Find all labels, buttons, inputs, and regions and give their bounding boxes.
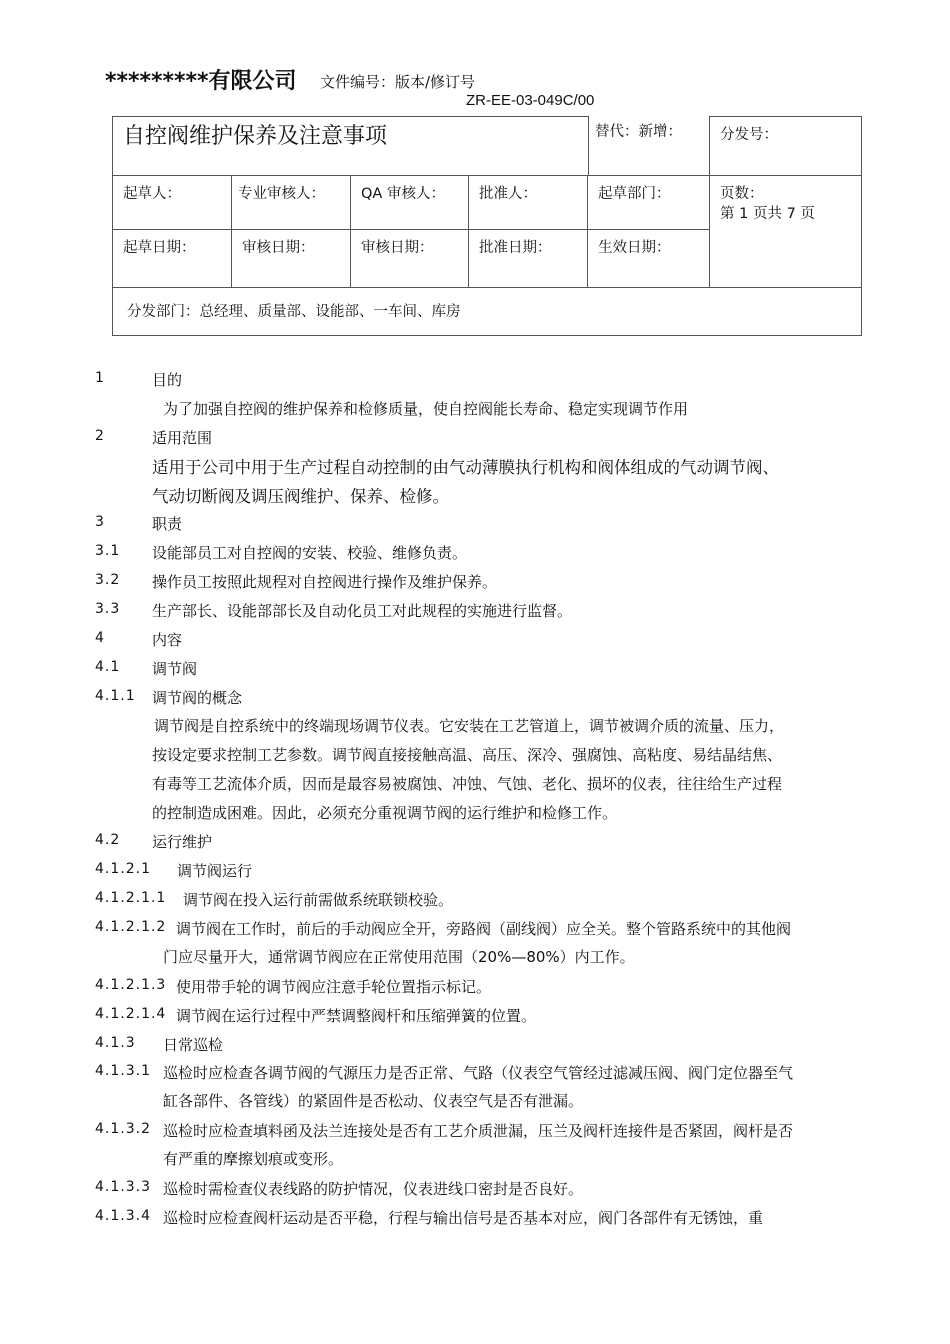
section-heading: 调节阀	[152, 660, 198, 678]
approver-cell	[469, 176, 588, 230]
paragraph-line: 巡检时应检查各调节阀的气源压力是否正常、气路（仪表空气管经过滤减压阀、阀门定位器至气	[163, 1064, 794, 1082]
pages-label: 页数：	[720, 186, 764, 202]
approve-date-cell	[469, 230, 588, 288]
paragraph-line: 门应尽量开大，通常调节阀应在正常使用范围（20%—80%）内工作。	[163, 948, 635, 966]
section-number: 4.2	[95, 832, 121, 848]
section-number: 4.1.2.1	[95, 861, 151, 877]
paragraph-line: 气动切断阀及调压阀维护、保养、检修。	[152, 487, 449, 506]
distribution-number-label: 分发号：	[720, 127, 779, 143]
paragraph-line: 有严重的摩擦划痕或变形。	[163, 1150, 344, 1168]
draft-department-label: 起草部门：	[598, 186, 671, 202]
document-number: ZR-EE-03-049C/00	[466, 92, 595, 109]
paragraph-line: 设能部员工对自控阀的安装、校验、维修负责。	[152, 544, 468, 562]
approve-date-label: 批准日期：	[479, 240, 552, 256]
effective-date-cell	[588, 230, 710, 288]
qa-reviewer-cell	[351, 176, 469, 230]
approver-label: 批准人：	[479, 186, 537, 202]
section-heading: 运行维护	[152, 833, 213, 851]
paragraph-line: 操作员工按照此规程对自控阀进行操作及维护保养。	[152, 573, 498, 591]
section-number: 4.1.1	[95, 688, 136, 704]
professional-reviewer-cell	[232, 176, 351, 230]
paragraph-line: 调节阀在工作时，前后的手动阀应全开，旁路阀（副线阀）应全关。整个管路系统中的其他阀	[176, 920, 792, 938]
file-info-label: 文件编号：版本/修订号	[320, 73, 476, 91]
section-heading: 适用范围	[152, 429, 213, 447]
replace-cell	[588, 116, 709, 175]
replace-label: 替代：新增：	[595, 124, 682, 140]
section-number: 2	[95, 428, 105, 444]
section-number: 3.3	[95, 601, 121, 617]
effective-date-label: 生效日期：	[598, 240, 671, 256]
review-date-label-2: 审核日期：	[361, 240, 434, 256]
paragraph-line: 的控制造成困难。因此，必须充分重视调节阀的运行维护和检修工作。	[152, 804, 618, 822]
paragraph-line: 缸各部件、各管线）的紧固件是否松动、仪表空气是否有泄漏。	[163, 1092, 584, 1110]
section-heading: 内容	[152, 631, 183, 649]
section-number: 4.1.2.1.3	[95, 977, 167, 993]
draft-date-cell	[113, 230, 232, 288]
drafter-label: 起草人：	[123, 186, 181, 202]
document-header-table	[112, 116, 862, 336]
section-heading: 目的	[152, 371, 183, 389]
section-number: 4.1.3	[95, 1035, 136, 1051]
section-number: 4.1.2.1.2	[95, 919, 167, 935]
paragraph-line: 使用带手轮的调节阀应注意手轮位置指示标记。	[176, 978, 492, 996]
section-number: 4.1.2.1.4	[95, 1006, 167, 1022]
section-number: 4.1.3.4	[95, 1208, 151, 1224]
pages-cell	[710, 176, 862, 288]
section-number: 4.1.2.1.1	[95, 890, 167, 906]
section-number: 4	[95, 630, 105, 646]
section-heading: 日常巡检	[163, 1036, 224, 1054]
section-number: 4.1.3.3	[95, 1179, 151, 1195]
paragraph-line: 适用于公司中用于生产过程自动控制的由气动薄膜执行机构和阀体组成的气动调节阀、	[152, 458, 779, 477]
section-heading: 调节阀的概念	[152, 689, 243, 707]
section-heading: 职责	[152, 515, 183, 533]
review-date-cell-1	[232, 230, 351, 288]
section-number: 3.2	[95, 572, 121, 588]
section-number: 4.1.3.1	[95, 1063, 151, 1079]
professional-reviewer-label: 专业审核人：	[238, 186, 325, 202]
paragraph-line: 巡检时需检查仪表线路的防护情况，仪表进线口密封是否良好。	[163, 1180, 584, 1198]
paragraph-line: 调节阀在运行过程中严禁调整阀杆和压缩弹簧的位置。	[176, 1007, 537, 1025]
section-number: 3	[95, 514, 105, 530]
paragraph-line: 巡检时应检查填料函及法兰连接处是否有工艺介质泄漏，压兰及阀杆连接件是否紧固，阀杆是否	[163, 1122, 794, 1140]
document-title: 自控阀维护保养及注意事项	[123, 124, 388, 149]
section-heading: 调节阀运行	[177, 862, 253, 880]
section-number: 4.1	[95, 659, 121, 675]
qa-reviewer-label: QA 审核人：	[361, 186, 445, 202]
paragraph-line: 为了加强自控阀的维护保养和检修质量，使自控阀能长寿命、稳定实现调节作用	[163, 400, 689, 418]
draft-department-cell	[588, 176, 710, 230]
paragraph-line: 调节阀是自控系统中的终端现场调节仪表。它安装在工艺管道上，调节被调介质的流量、压力，	[154, 717, 785, 735]
paragraph-line: 调节阀在投入运行前需做系统联锁校验。	[183, 891, 454, 909]
review-date-cell-2	[351, 230, 469, 288]
section-number: 3.1	[95, 543, 121, 559]
distribution-number-cell	[710, 117, 862, 176]
company-name: *********有限公司	[105, 69, 297, 94]
distribution-departments-cell	[113, 288, 862, 336]
review-date-label-1: 审核日期：	[242, 240, 315, 256]
paragraph-line: 有毒等工艺流体介质，因而是最容易被腐蚀、冲蚀、气蚀、老化、损坏的仪表，往往给生产过程	[152, 775, 783, 793]
section-number: 1	[95, 370, 105, 386]
paragraph-line: 按设定要求控制工艺参数。调节阀直接接触高温、高压、深冷、强腐蚀、高粘度、易结晶结焦、	[152, 746, 783, 764]
distribution-departments: 分发部门：总经理、质量部、设能部、一车间、库房	[127, 303, 461, 320]
drafter-cell	[113, 176, 232, 230]
draft-date-label: 起草日期：	[123, 240, 196, 256]
paragraph-line: 生产部长、设能部部长及自动化员工对此规程的实施进行监督。	[152, 602, 573, 620]
section-number: 4.1.3.2	[95, 1121, 151, 1137]
pages-value: 第 1 页共 7 页	[720, 206, 815, 222]
paragraph-line: 巡检时应检查阀杆运动是否平稳，行程与输出信号是否基本对应，阀门各部件有无锈蚀，重	[163, 1209, 764, 1227]
